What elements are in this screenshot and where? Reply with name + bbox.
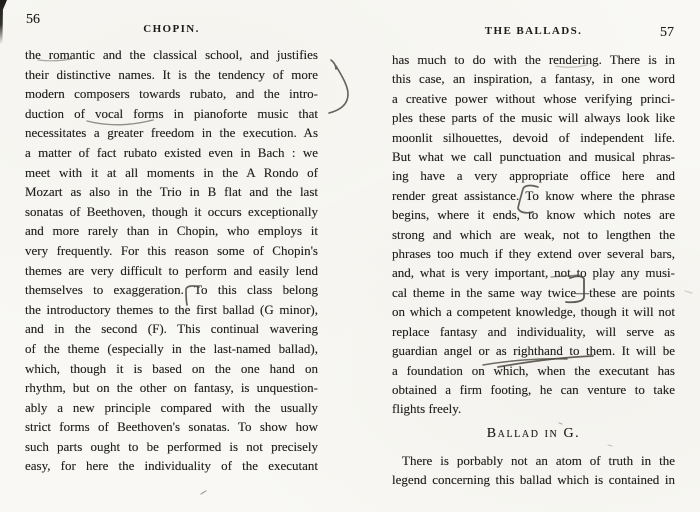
text-line: But what we call punctuation and musical phras- [392, 149, 675, 165]
text-line: easy, for here the individuality of the executant [25, 458, 318, 474]
text-line: ably a new principle compared with the usually [25, 399, 318, 415]
text-line: begins, where it ends, to know which notes are [392, 207, 675, 223]
text-line: of the theme (especially in the last-named ballad), [25, 340, 318, 356]
text-line: obtained a firm footing, he can venture to take [392, 381, 675, 397]
text-line: meet with it at all moments in the A Rondo of [25, 164, 318, 180]
text-line: on which a competent knowledge, though it will not [392, 304, 675, 320]
text-line: themes are very difficult to perform and easily lend [25, 262, 318, 278]
scan-smudge-right-margin [685, 291, 692, 293]
right-page [392, 0, 675, 512]
section-heading: Ballad in G. [486, 425, 581, 441]
text-line: a matter of fact rubato existed even in Bach : we [25, 144, 318, 160]
text-line: cal theme in the same way twice—these are points [392, 284, 675, 300]
pencil-margin-flourish [329, 60, 348, 113]
text-line: and in the second (F). This continual wavering [25, 321, 318, 337]
text-line: very frequently. For this reason some of Chopin's [25, 242, 318, 258]
text-line: render great assistance. To know where the phrase [392, 187, 675, 203]
text-line: phrases too much if they extend over several bars, [392, 246, 675, 262]
page-number-left: 56 [26, 12, 40, 27]
text-line: strong and which are weak, not to lengthen the [392, 226, 675, 242]
text-line: which, though it is based on the one hand on [25, 360, 318, 376]
text-line: ing have a very appropriate office here and [392, 168, 675, 184]
text-line: ples these parts of the music will always look like [392, 110, 675, 126]
left-page-text [25, 45, 318, 476]
text-line: themselves to exaggeration. To this class belong [25, 282, 318, 298]
scan-edge-artifact [0, 0, 7, 44]
text-line: duction of vocal forms in pianoforte music that [25, 105, 318, 121]
text-line: moonlit silhouettes, devoid of independent life. [392, 129, 675, 145]
text-line: necessitates a greater freedom in the execution. As [25, 125, 318, 141]
text-line: strict forms of Beethoven's sonatas. To show how [25, 419, 318, 435]
text-line: such parts ought to be performed is not precisely [25, 438, 318, 454]
text-line: There is porbably not an atom of truth in the [402, 452, 675, 468]
text-line: modern composers towards rubato, and the intro- [25, 86, 318, 102]
text-line: this case, an inspiration, a fantasy, in one word [392, 71, 675, 87]
text-line: the romantic and the classical school, and justifies [25, 47, 318, 62]
text-line: and, what is very important, not to play any musi- [392, 265, 675, 281]
text-line: Mozart as also in the Trio in B flat and the last [25, 184, 318, 200]
text-line: a creative power without whose verifying princi- [392, 90, 675, 106]
text-line: flights freely. [392, 401, 462, 417]
right-page-paragraph-lines [392, 451, 675, 490]
text-line: guardian angel or as righthand to them. It will be [392, 343, 675, 359]
left-page [25, 0, 318, 512]
text-line: has much to do with the rendering. There is in [392, 52, 675, 67]
text-line: a foundation on which, when the executant has [392, 362, 675, 378]
text-line: their distinctive names. It is the tendency of more [25, 66, 318, 82]
text-line: replace fantasy and individuality, will serve as [392, 323, 675, 339]
running-header-left: CHOPIN. [143, 23, 200, 35]
text-line: the introductory themes to the first ballad (G minor), [25, 301, 318, 317]
page-number-right: 57 [660, 25, 674, 40]
text-line: sonatas of Beethoven, though it occurs exceptionally [25, 203, 318, 219]
right-page-text [392, 50, 675, 490]
right-page-main-lines [392, 50, 675, 419]
text-line: and more rarely than in Chopin, who employs it [25, 223, 318, 239]
text-line: legend concerning this ballad which is contained in [392, 472, 675, 488]
text-line: rhythm, but on the other on fantasy, is unquestion- [25, 380, 318, 396]
running-header-right: THE BALLADS. [484, 25, 583, 37]
